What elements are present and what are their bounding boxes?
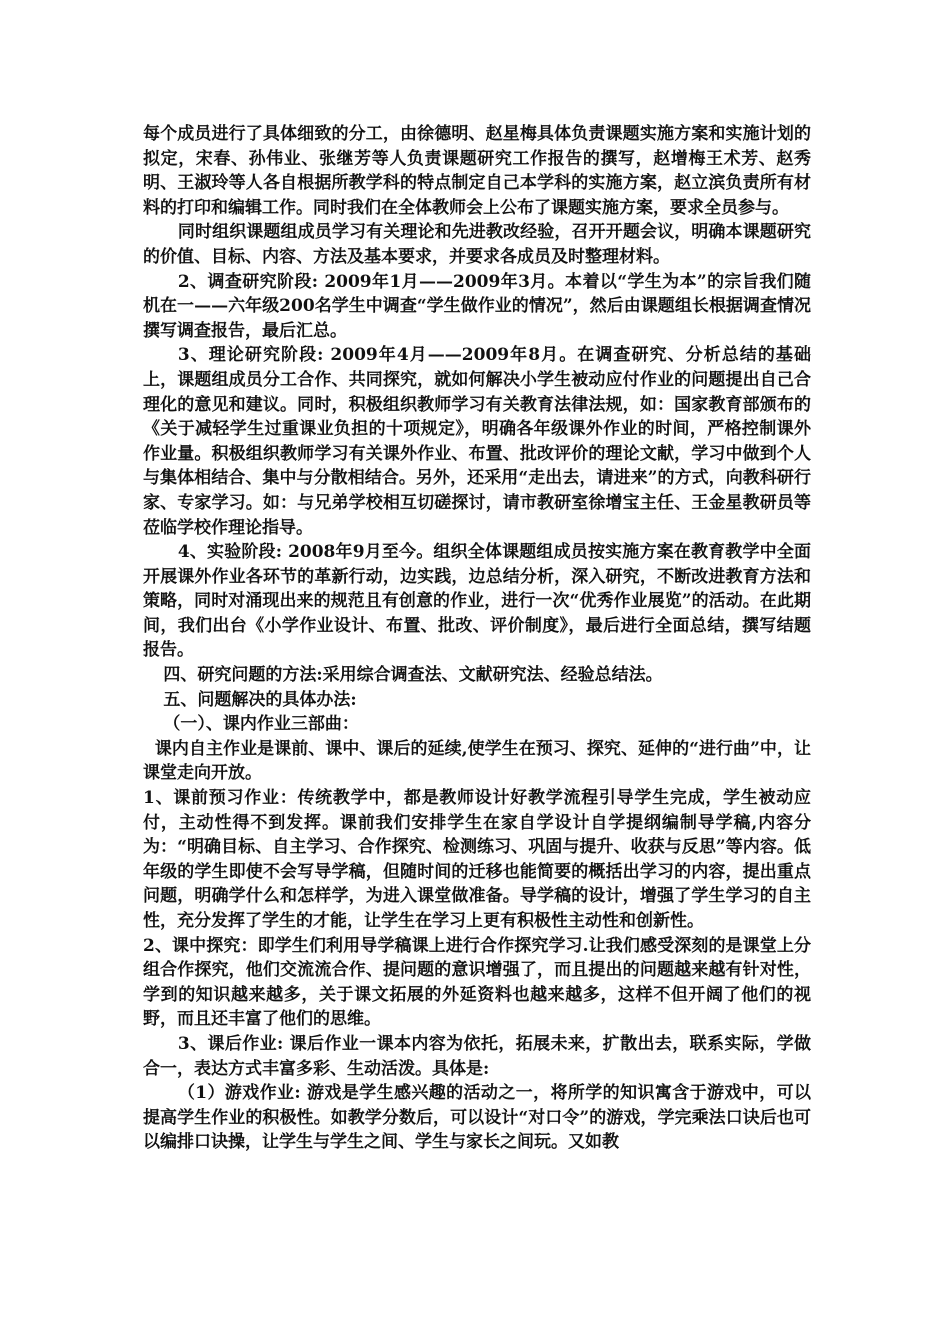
paragraph-theory-study: 同时组织课题组成员学习有关理论和先进教改经验，召开开题会议，明确本课题研究的价值、目标、内容、方法及基本要求，并要求各成员及时整理材料。 — [143, 222, 811, 267]
paragraph-preview-homework: 1、课前预习作业：传统教学中，都是教师设计好教学流程引导学生完成，学生被动应付，主动性得不到发挥。课前我们安排学生在家自学设计自学提纲编制导学稿,内容分为：“明确目标、自主学习、合作探究、检测练习、巩固与提升、收获与反思”等内容。低年级的学生即使不会写导学稿，但随时间的迁移也能简要的概括出学习的内容，提出重点问题，明确学什么和怎样学，为进入课堂做准备。导学稿的设计，增强了学生学习的自主性，充分发挥了学生的才能，让学生在学习上更有积极性主动性和创新性。 — [143, 788, 811, 931]
paragraph-survey-stage: 2、调查研究阶段: 2009年1月——2009年3月。本着以“学生为本”的宗旨我们随机在一——六年级200名学生中调查“学生做作业的情况”，然后由课题组长根据调查情况撰写调查报告，最后汇总。 — [143, 271, 811, 341]
paragraph-in-class-inquiry: 2、课中探究：即学生们利用导学稿课上进行合作探究学习.让我们感受深刻的是课堂上分组合作探究，他们交流流合作、提问题的意识增强了，而且提出的问题越来越有针对性，学到的知识越来越多，关于课文拓展的外延资料也越来越多，这样不但开阔了他们的视野，而且还丰富了他们的思维。 — [143, 935, 811, 1030]
heading-classwork-trilogy: （一）、课内作业三部曲： — [163, 714, 359, 735]
paragraph-classwork-intro: 课内自主作业是课前、课中、课后的延续,使学生在预习、探究、延伸的“进行曲”中，让课堂走向开放。 — [143, 738, 811, 784]
heading-solutions: 五、问题解决的具体办法: — [163, 689, 357, 710]
paragraph-game-homework: （1）游戏作业: 游戏是学生感兴趣的活动之一，将所学的知识寓含于游戏中，可以提高学生作业的积极性。如教学分数后，可以设计“对口令”的游戏，学完乘法口诀后也可以编排口诀操，让学生与学生之间、学生与家长之间玩。又如教 — [143, 1083, 811, 1153]
paragraph-theory-stage: 3、理论研究阶段: 2009年4月——2009年8月。在调查研究、分析总结的基础上，课题组成员分工合作、共同探究，就如何解决小学生被动应付作业的问题提出自己合理化的意见和建议。同时，积极组织教师学习有关教育法律法规，如：国家教育部颁布的《关于减轻学生过重课业负担的十项规定》，明确各年级课外作业的时间，严格控制课外作业量。积极组织教师学习有关课外作业、布置、批改评价的理论文献，学习中做到个人与集体相结合、集中与分散相结合。另外，还采用“走出去，请进来”的方式，向教科研行家、专家学习。如：与兄弟学校相互切磋探讨，请市教研室徐增宝主任、王金星教研员等莅临学校作理论指导。 — [143, 345, 811, 538]
paragraph-after-class-homework: 3、课后作业: 课后作业一课本内容为依托，拓展未来，扩散出去，联系实际，学做合一，表达方式丰富多彩、生动活泼。具体是: — [143, 1033, 811, 1079]
heading-research-methods: 四、研究问题的方法:采用综合调查法、文献研究法、经验总结法。 — [163, 665, 663, 686]
paragraph-experiment-stage: 4、实验阶段: 2008年9月至今。组织全体课题组成员按实施方案在教育教学中全面开展课外作业各环节的革新行动，边实践，边总结分析，深入研究，不断改进教育方法和策略，同时对涌现出来的规范且有创意的作业，进行一次“优秀作业展览”的活动。在此期间，我们出台《小学作业设计、布置、批改、评价制度》，最后进行全面总结，撰写结题报告。 — [143, 542, 811, 661]
document-body — [143, 122, 811, 1155]
paragraph-division-of-labor: 每个成员进行了具体细致的分工，由徐德明、赵星梅具体负责课题实施方案和实施计划的拟定，宋春、孙伟业、张继芳等人负责课题研究工作报告的撰写，赵增梅王术芳、赵秀明、王淑玲等人各自根据所教学科的特点制定自己本学科的实施方案，赵立滨负责所有材料的打印和编辑工作。同时我们在全体教师会上公布了课题实施方案，要求全员参与。 — [143, 124, 811, 218]
